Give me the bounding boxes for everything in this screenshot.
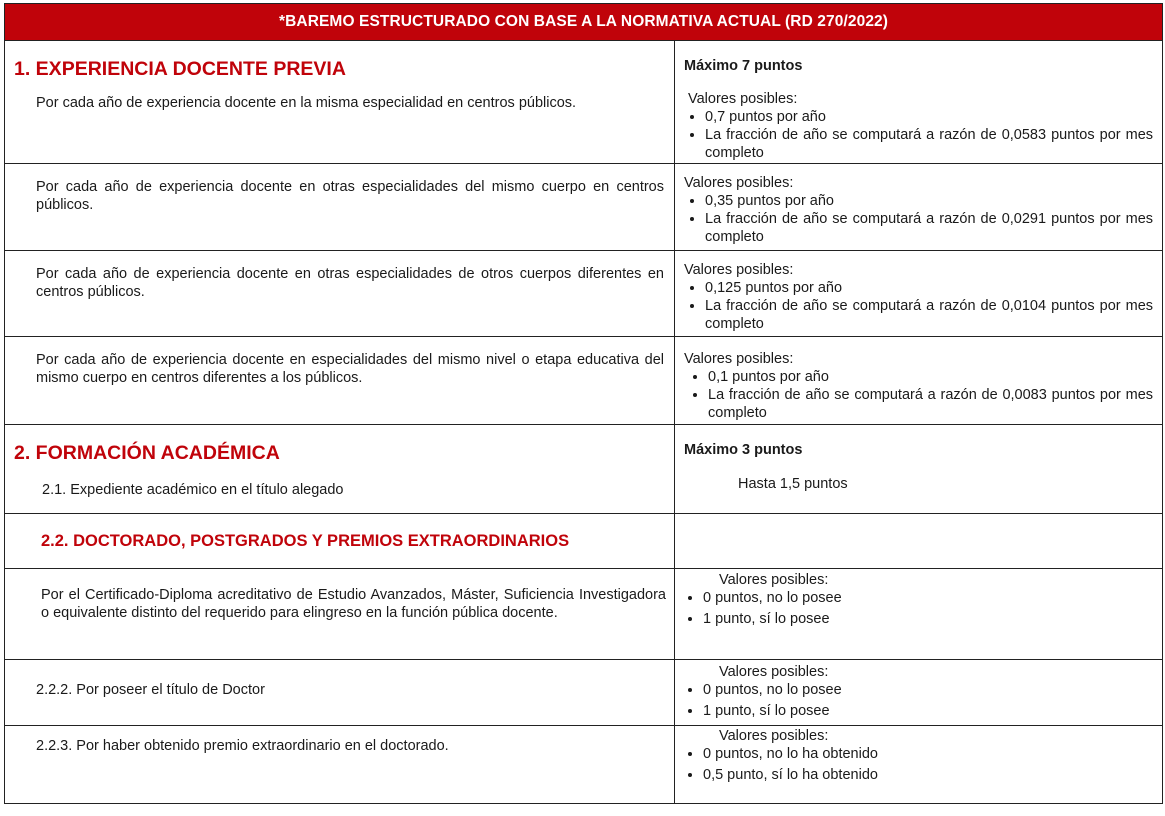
baremo-table xyxy=(4,3,1163,804)
item-2-1-description: 2.1. Expediente académico en el título alegado xyxy=(42,482,344,498)
list-item: • 1 punto, sí lo posee xyxy=(703,610,1162,628)
section-2-max: Máximo 3 puntos xyxy=(684,442,803,458)
table-row xyxy=(5,251,1163,337)
section-1-values-cell xyxy=(675,41,1163,164)
subsection-2-2-title: 2.2. DOCTORADO, POSTGRADOS Y PREMIOS EXTRAORDINARIOS xyxy=(41,532,570,550)
list-item: • 0,7 puntos por año xyxy=(705,108,1153,126)
values-label: Valores posibles: xyxy=(719,572,829,588)
subsection-cell xyxy=(5,514,675,569)
table-row xyxy=(5,569,1163,660)
description-cell xyxy=(5,337,675,425)
list-item: • La fracción de año se computará a razón de 0,0583 puntos por mes completo xyxy=(705,126,1153,162)
values-label: Valores posibles: xyxy=(719,728,829,744)
section-1-cell xyxy=(5,41,675,164)
values-label: Valores posibles: xyxy=(684,175,794,191)
table-row xyxy=(5,425,1163,514)
list-item: • La fracción de año se computará a razón de 0,0291 puntos por mes completo xyxy=(705,210,1153,246)
values-cell xyxy=(675,251,1163,337)
table-row xyxy=(5,660,1163,726)
item-2-1-value: Hasta 1,5 puntos xyxy=(738,476,848,492)
values-cell xyxy=(675,164,1163,251)
list-item: • 0,1 puntos por año xyxy=(708,368,1153,386)
description-cell xyxy=(5,726,675,804)
row-description: 2.2.3. Por haber obtenido premio extraordinario en el doctorado. xyxy=(36,738,449,754)
row-description: Por cada año de experiencia docente en otras especialidades de otros cuerpos diferentes en centros públicos. xyxy=(36,266,664,300)
table-row xyxy=(5,41,1163,164)
values-label: Valores posibles: xyxy=(719,664,829,680)
list-item: • La fracción de año se computará a razón de 0,0104 puntos por mes completo xyxy=(705,297,1153,333)
values-label: Valores posibles: xyxy=(684,262,794,278)
section-1-title: 1. EXPERIENCIA DOCENTE PREVIA xyxy=(14,58,346,80)
description-cell xyxy=(5,251,675,337)
values-cell xyxy=(675,660,1163,726)
list-item: • 1 punto, sí lo posee xyxy=(703,702,1162,720)
row-description: Por el Certificado-Diploma acreditativo de Estudio Avanzados, Máster, Suficiencia Investigadora o equivalente distinto del requerido para elingreso en la función pública docente. xyxy=(41,587,666,621)
table-header: *BAREMO ESTRUCTURADO CON BASE A LA NORMATIVA ACTUAL (RD 270/2022) xyxy=(5,4,1163,41)
list-item: • 0,125 puntos por año xyxy=(705,279,1153,297)
section-2-cell xyxy=(5,425,675,514)
values-label: Valores posibles: xyxy=(684,351,794,367)
list-item: • 0 puntos, no lo posee xyxy=(703,589,1162,607)
table-row xyxy=(5,164,1163,251)
table-row xyxy=(5,514,1163,569)
list-item: • 0 puntos, no lo posee xyxy=(703,681,1162,699)
values-list xyxy=(675,589,1162,628)
section-1-max: Máximo 7 puntos xyxy=(684,58,803,74)
description-cell xyxy=(5,164,675,251)
list-item: • La fracción de año se computará a razón de 0,0083 puntos por mes completo xyxy=(708,386,1153,422)
baremo-document xyxy=(4,3,1162,804)
section-2-values-cell xyxy=(675,425,1163,514)
values-list xyxy=(675,192,1162,246)
table-row xyxy=(5,337,1163,425)
table-row xyxy=(5,726,1163,804)
values-list xyxy=(675,368,1162,422)
empty-cell xyxy=(675,514,1163,569)
description-cell xyxy=(5,660,675,726)
row-description: Por cada año de experiencia docente en especialidades del mismo nivel o etapa educativa del mismo cuerpo en centros diferentes a los públicos. xyxy=(36,352,664,386)
row-description: Por cada año de experiencia docente en otras especialidades del mismo cuerpo en centros públicos. xyxy=(36,179,664,213)
description-cell xyxy=(5,569,675,660)
list-item: • 0,5 punto, sí lo ha obtenido xyxy=(703,766,1162,784)
row-description: 2.2.2. Por poseer el título de Doctor xyxy=(36,682,265,698)
values-list xyxy=(675,108,1162,162)
values-list xyxy=(675,279,1162,333)
values-label: Valores posibles: xyxy=(688,91,798,107)
values-list xyxy=(675,681,1162,720)
section-2-title: 2. FORMACIÓN ACADÉMICA xyxy=(14,442,280,464)
row-description: Por cada año de experiencia docente en la misma especialidad en centros públicos. xyxy=(36,95,577,111)
values-list xyxy=(675,745,1162,784)
values-cell xyxy=(675,569,1163,660)
values-cell xyxy=(675,337,1163,425)
values-cell xyxy=(675,726,1163,804)
list-item: • 0,35 puntos por año xyxy=(705,192,1153,210)
list-item: • 0 puntos, no lo ha obtenido xyxy=(703,745,1162,763)
